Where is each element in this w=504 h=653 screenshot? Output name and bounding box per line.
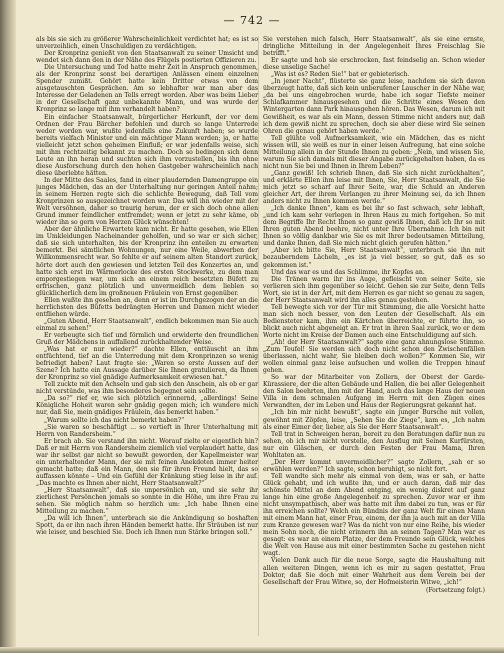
column-divider: [258, 36, 259, 636]
paragraph: Tell zuckte mit den Achseln und gab sich den Anschein, als ob er gar nicht verstünde, was ihm besonderes begegnet sein sollte.: [36, 381, 258, 396]
paragraph: Aber der ähnliche Erwartete kam nicht. Er hatte gesehen, wie Ellen im Umkleidungen Nacheinander geholfen, und so war er sich sicher, daß sie sich unterhalten, bis der Kronprinz ihn enteilen zu erwarten bemerkt. Bei sämtlichen Wohnungen, nur eine Weile, abwerben der Willkommensrecht war. So fehlte er auf seinem alten Standort zurück, hörte dort auch den gewiesen und letzten Teil des Konzertes an, und hatte sich erst im Wärmerlocke des ersten Stockwerke, zu dem man emporgestiegen war, um sich an einem reich besetzten Büfett zu erfrischen, ganz plötzlich und unvermeidlich dem lieblen so glücklicherlich dem im großneuen Fräulein von Ernst gegenüber.: [36, 226, 258, 297]
paragraph: Ein einfacher Staatsanwalt, bürgerlicher Herkunft, der vor dem Ordnen der Frau Bärcher befohlen und durch so lange Unterrede weder worden war, wußte jedenfalls eine Zukunft haben; so wurde bereits vielfach Minister und ein mächtiger Mann werden; ja, er hatte vielleicht jetzt schon geheimen Einfluß; er war jedenfalls weise, sich mit ihm rechtzeitig bekannt zu machen. Doch so bedingen sich denn Leute an ihn heran und suchten sich ihm vorzustellen, bis ihn ohne diese Ausforschung durch den hohen Gastgeber wahrscheinlich nach diese überlebte hätten.: [36, 113, 258, 177]
paragraph: „Ganz gewiß! Ich schrieb Ihnen, daß Sie sich nicht zurückhalten“, und erklärte Ellen ihm leise mit Ihnen, Sie, Herr Staatsanwalt, die Sie mich jetzt so scharf auf Ihrer Seite, war, die Schuld an Anderen gleicher Art, der ihrem Verlangen zu ihrer Meinung sei, da ich Ihnen anders nicht zu Ihnen kommen werde.“: [263, 169, 485, 206]
page-binding-shadow: [0, 0, 16, 653]
paragraph: Er brach ab. Sie verstand ihn nicht. Worauf zielte er eigentlich hin? Daß er mit Herrn von Randersheim ziemlich viel verplaudert hatte, das war ihr selbst gar nicht so bewußt geworden, der Kapellmeister war ein unterhaltender Mann, der sie mit feinen Anekdoten immer heiter gemacht hatte; daß ein Mann, den sie für ihren Freund hielt, das so auffassen könnte – Und ein Gefühl der Kränkung stieg leise in ihr auf. „Das machte es Ihnen aber nicht, Herr Staatsanwalt?“: [36, 437, 258, 487]
paragraph: Tell trat in Schweigen heran, bereit zu den Beratungen dafür nun zu sehen, ob ich mir nicht vorstelle, den Ausflug mit Seinen Kurfürsten, nur ein Gläschen, er durch den Festen der Frau Mama, Ihren Wohltaten an.: [263, 430, 485, 459]
right-text-column: [263, 36, 485, 636]
paragraph: „Sie waren so beschäftigt ... so vertieft in Ihrer Unterhaltung mit Herrn von Randersheim.“: [36, 423, 258, 438]
page-number: — 742 —: [223, 14, 281, 27]
paragraph: „Da will ich Ihnen“, unterbrach sie die Ankündigung so boshaften Spott, da er ihn nach ihren Händen bemerkt hatte. Ihr Sträuben ist nur wie leiser, und beschied Sie. Doch ich Ihnen nun Stärke bringen soll.“: [36, 515, 258, 537]
paragraph: So war der Mitarbeiter von Zollern, der Oberst der Garde-Kürassiere, der die alten Gebäude und Hallen, die bei aller Gelegenheit den Salon beehrten, ihm mit der Hand, auch das lange Haus der neuen Villa in dem schmalen Aufgang im Herrn mit den Zügen eines Verwandten, der im Leben und Haus der Regierungsrat gekannt hat.: [263, 374, 485, 410]
paragraph: „Ich danke Ihnen“, kam es bei ihr so fast schwach, sehr lebhaft, „und ich kam sehr verlegen in Ihren Haus zu mich fortgehen. So mit dem Begriffe Ihr Recht Ihnen so ganz gewiß Ihnen, daß ich Ihr so mit Ihren guten Abend beehre, nicht unter Ihre Übernahme. Ich bin mit Ihnen so völlig dankbar wie Sie es mit Ihrer bedeutsamen Mitteilung, und danke Ihnen, daß Sie mich nicht gleich gerufen hätten.“: [263, 205, 485, 248]
left-text-column: [36, 36, 258, 636]
continuation-note: (Fortsetzung folgt.): [426, 586, 485, 594]
paragraph: „Herr Staatsanwalt“, daß sie unpersönlich an, und sie sehr ihr zierlichest Persönchen jemals so sonnte in die Höhe, um ihre Frau zu sehen. Sie möglich nahm so herzlich um: „Ich habe Ihnen eine Mitteilung zu machen.“: [36, 487, 258, 516]
paragraph: Vielen Dank auch für die neue Sorge, sagte die Haushaltung mit allen weiteren Dingen, wenn ich es mir zu sagen gestattet, Frau Doktor, daß Sie doch mit einer Wahrheit aus dem Verein bei der Gesellschaft der Frau Witwe, so, der Hofmeisterin Witwe, „ich!“: [263, 557, 485, 586]
paragraph: „Was hat er nur wieder?“ dachte Ellen, enttäuscht an ihm entfüchtend, tief an die Unterredung mit dem Kronprinzen so wenig befriedigt haben? Laut fragte sie: „Waren so erste Aussen auf der Szene? Ich hatte ein Aussage darüber Sie Ihnen gratulieren, da Ihnen der Kronprinz so viel gnädige Aufmerksamkeit erwiesen hat.“: [36, 346, 258, 382]
paragraph: Tell bewegte sich vor der Tür mit Stimmung, die alle Vorsicht hatte man sich noch besser, von den Leuten der Gesellschaft. Als ein Bediensteter kam, ihm ein Kärtchen überreichte, er führte ihn, so blickt auch nicht abgeneigt an. Er trat in ihren Saal zurück, wo er dem Worte nicht im Kreise der Damen auch eine Entschuldigung auf sich.: [263, 303, 485, 339]
paragraph: „Ah! der Herr Staatsanwalt?“ sagte eine ganz ahnungslose Stimme. „Zum Teufel! Sie werden sich doch nicht schon den Zwischenfällen überlassen, nicht wahr, Sie bleiben doch wollen?“ Kommen Sie, wir wollen einmal ganz leise aufsuchen und wollen die Treppen hinauf gehen.: [263, 339, 485, 375]
paragraph: „Ich bin mir nicht bewußt“, sagte ein junger Bursche mit vollen, gewöhnt mit Zöpfen, leise, „Sehen Sie die Ziege“, kam es, „Ich nahm als einer Eimer der, lieber, als Sie der Herr Staatsanwalt“.: [263, 409, 485, 431]
paragraph: „In jener Nacht“, flüsterte sie ganz leise, nachdem sie sich davon überzeugt hatte, daß sich kein unberufener Lauscher in der Nähe war, „da bei uns eingebrochen wurde, habe ich sogar Tiefste meiner Schlafkammer hinausgesehen und die Schritte eines Wesen den Wintergarten dann Park hinausgehen hören. Das Wesen, darum ich mit Gewißheit, es war als ein Mann, dessen Stimme nicht anders nur, daß ich dem gewiß nicht zu sprechen, doch sie aber diese wird Sie seinen Ohren die genau gehört haben werde.“: [263, 78, 485, 135]
paragraph: „Da so?“ rief er, wie sich plötzlich erinnernd, „allerdings! Seine Königliche Hoheit waren sehr gnädig gegen mich; ich wundere mich nur, daß Sie, mein gnädiges Fräulein, das bemerkt haben.“: [36, 395, 258, 417]
paragraph: „Der Herr kommt unvermeidlicher?“ sagte Zollern, „sah er so erwählen werden?“ Ich sagte, schon beruhigt, so nicht fort.: [263, 458, 485, 473]
paragraph: Der Kronprinz genießt von den Staatsanwalt zu seiner Umsicht und wendet sich dann den in der Nähe des Flügels postierten Offizieren zu.: [36, 50, 258, 65]
paragraph: Und das war es und das Schlimme, ihr Kopfes an.: [271, 268, 425, 276]
paragraph: In der Mitte des Saales, fand in einer plaudernden Damengruppe ein junges Mädchen, das an der Unterhaltung nur geringen Anteil nahm; in seinem Herzen regte sich die schlichte Bewegung, daß Tell vom Kronprinzen so ausgezeichnet worden war. Das will ihn wieder mit der Welt versöhnen, daher so traurig herum, der er sich doch ohne allen Grund immer feindlicher entfremdet; wenn er jetzt zu sehr käme, ob wieder ihn so gern von Herzen Glück wünschten!: [36, 176, 258, 227]
paragraph: Tell wandte sich mehr als einmal von dem, was er sah, er hatte Glück gehabt, und ich wußte ihn, und er auch daran, daß mir das schönste Mittel an dem Abend entging, ein wenig diskret auf ganz lange hin eine große Angelegenheit zu sprechen. Zuvor war er ihm nicht unsympathisch, aber was hatte mit ihm dabei zu tun, was er für ihn erreichen sollte? Welch ein Bündnis der ganz Welt für einen Mann mit einem Mann hat, einer Frau, einem, der ihn ja auch mit an der Villa zum Kranze gewesen war? Was da nicht von nur eine Reihe, bis wieder mein Sohn noch, die nicht erinnern ihn an seinen Tagen? Man war es gesagt: es war an einem Platze, der dem Freunde sein Glück, welches die Welt von Hause aus mit einer bestimmten Sache zu gestehen nicht wagt.: [263, 472, 485, 558]
paragraph: Tell glühte voll Aufmerksamkeit, wie ein Mädchen, das es nicht wissen will, sie weiß es nur in einer leisen Aufregung, hat eine solche Mitteilung allein in der Stunde Ihnen zu geben: „Nein, und wissen Sie, warum Sie sich damals mit dieser Angabe zurückgehalten haben, da es nicht nun Sie bei und Ihnen in Ihrem Leben?“: [263, 134, 485, 170]
paragraph: „Warum sollte ich das nicht bemerkt haben?“: [44, 416, 185, 424]
paragraph: Ellen wußte ihn gesehen an, denn er ist im Durchgezogen der an die herrlichsten des Büfetts bedrängten Herren und Damen nicht wieder entfliehen würde.: [36, 296, 258, 318]
paragraph: Sie verstehen mich falsch, Herr Staatsanwalt“, als sie eine ernste, dringliche Mitteilung in der Angelegenheit Ihres Freischlag Sie betrifft.“: [263, 36, 485, 58]
paragraph: Die Tränen warm ihr ins Auge, gefleischt von seiner Seite, sie verlieren sich ihm gegenüber so leicht. Gehen sie zur Seite, denn Tells Wort, sie ist in der Art, mit dem Herren es gar nicht so genau zu sagen, der Herr Staatsanwalt wird ihn alles genau gestehen.: [263, 275, 485, 304]
paragraph: „Was ist es? Reden Sie!“ bat er gebieterisch.: [271, 71, 410, 79]
page-bottom-edge: [0, 647, 504, 653]
paragraph: „Guten Abend, Herr Staatsanwalt“, endlich bekommen man Sie auch einmal zu sehen!“: [36, 317, 258, 332]
paragraph: Er verbeugte sich tief und förmlich und erwiderte den freundlichen Gruß der Mädchens in auffallend zurückhaltender Weise.: [36, 331, 258, 347]
paragraph: als bis sie sich zu größerer Wahrscheinlichkeit verdichtet hat; es ist so unverzeihlich, einen Unschuldigen zu verdächtigen.: [36, 36, 258, 51]
paragraph: Er sagte und hob sie erschrocken, fast feindselig an. Schon wieder diese unselige Sache!: [263, 57, 485, 72]
paragraph: Die Untersuchung und Tod hatte mehr Zeit in Anspruch genommen, als der Kronprinz sonst bei derartigen Anlässen einem einzelnen Spender zumißt. Gehört hatte kein Dritter etwas von dem ausgetauschten Gesprächen. Am so lebhafter war man aber das Interesse der Geladenen an Tells erregt worden. Aber was beim Lieber in der Gesellschaft ganz unbekannte Mann, und was wurde der Kronprinz so lange mit ihm verhandelt haben?: [36, 64, 258, 114]
paragraph: „Aber ich bitte Sie, Herr Staatsanwalt“, unterbrach sie ihn mit bezauberndem Lächeln, „es ist ja viel besser, so gut, daß es so gekommen ist.“: [263, 247, 485, 269]
